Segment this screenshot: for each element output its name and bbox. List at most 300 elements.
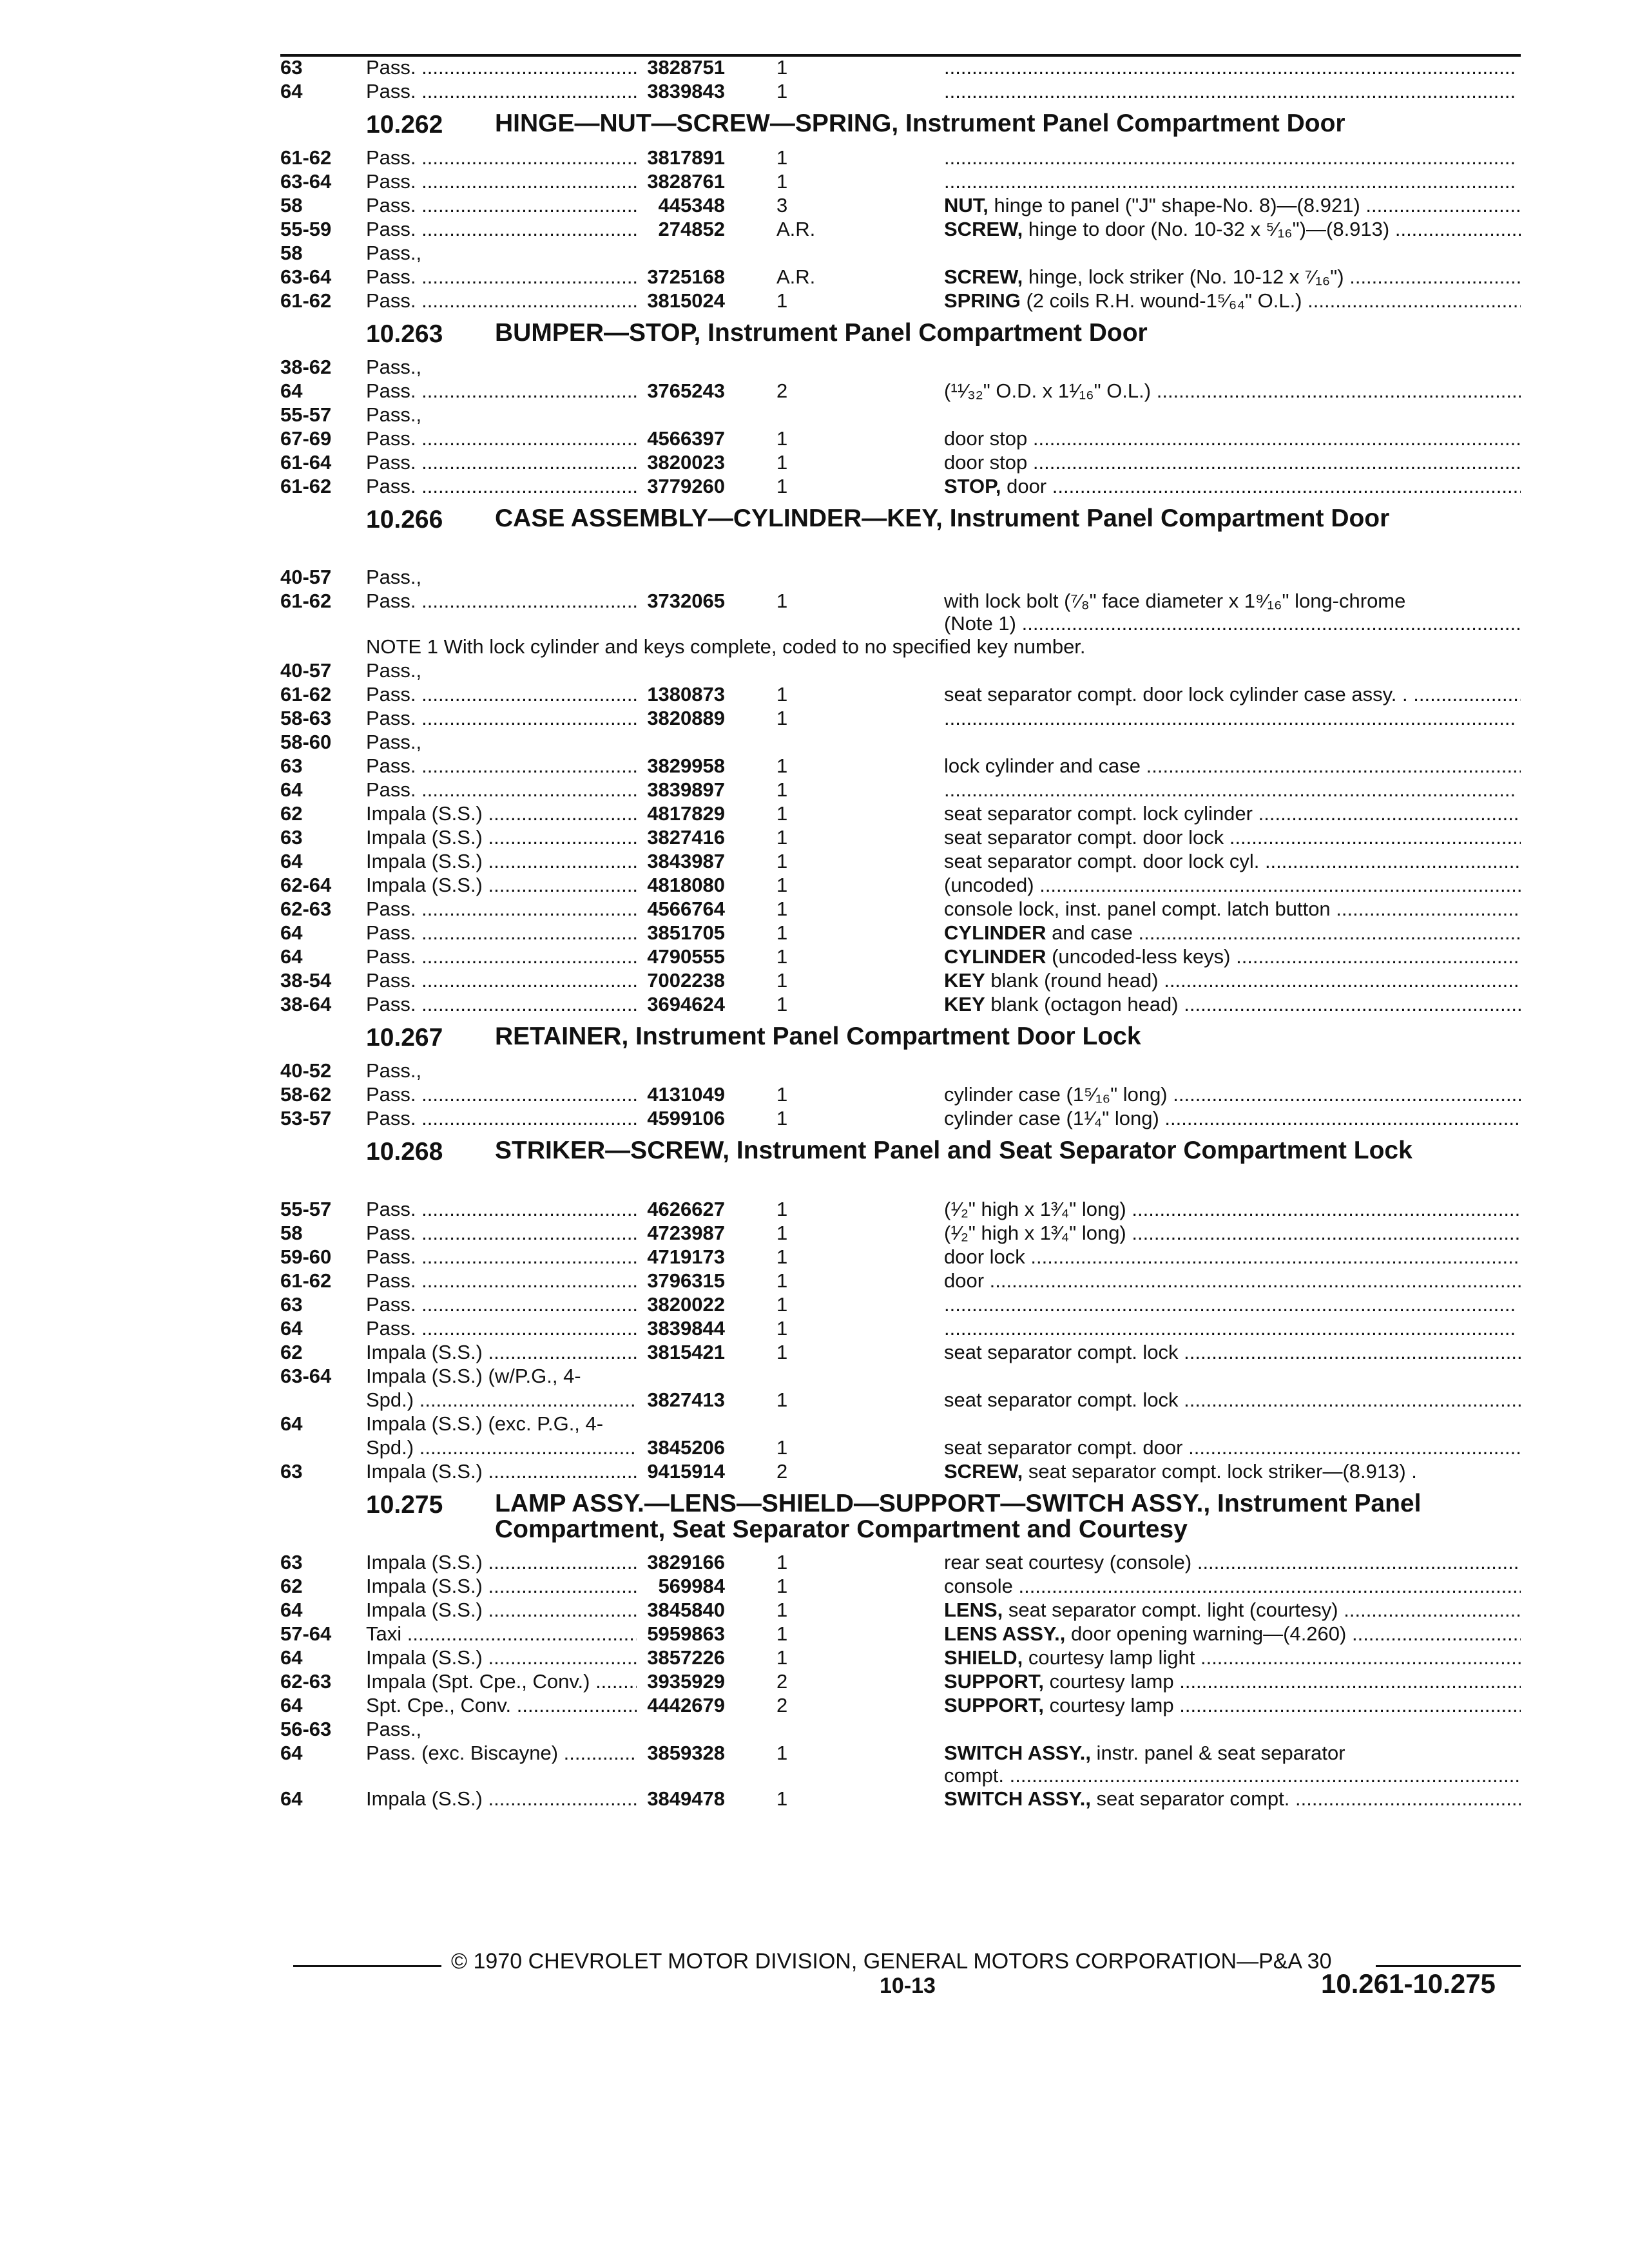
quantity: 3 xyxy=(776,194,788,216)
description-text: seat separator compt. door xyxy=(944,1436,1183,1459)
table-row xyxy=(280,1293,1521,1316)
section-number: 10.266 xyxy=(366,506,443,533)
description-text: instr. panel & seat separator xyxy=(1090,1742,1345,1764)
part-description xyxy=(944,945,1521,968)
description-text: seat separator compt. lock cylinder xyxy=(944,802,1253,825)
table-row xyxy=(280,682,1521,706)
description-text: (uncoded) xyxy=(944,874,1034,896)
model-name: Pass. ..... xyxy=(366,897,637,921)
table-row xyxy=(280,921,1521,945)
quantity: 1 xyxy=(776,802,788,825)
quantity: 1 xyxy=(776,170,788,193)
part-keyword: SCREW, xyxy=(944,265,1023,288)
part-number: 3845206 xyxy=(647,1436,725,1459)
part-description xyxy=(944,1574,1521,1598)
model-name: Impala (S.S.) ..... xyxy=(366,802,637,825)
model-year: 62 xyxy=(280,802,303,825)
table-row xyxy=(280,1550,1521,1574)
model-name: Impala (S.S.) ..... xyxy=(366,1550,637,1574)
model-year: 61-62 xyxy=(280,289,332,312)
part-description xyxy=(944,1082,1521,1106)
model-name: Pass. ..... xyxy=(366,193,637,217)
part-keyword: LENS ASSY., xyxy=(944,1622,1066,1645)
model-name: Pass. ..... xyxy=(366,589,637,613)
part-description xyxy=(944,1622,1521,1646)
table-row xyxy=(280,897,1521,921)
quantity: 1 xyxy=(776,993,788,1015)
part-description xyxy=(944,474,1521,498)
quantity: 1 xyxy=(776,427,788,450)
part-keyword: SCREW, xyxy=(944,218,1023,240)
part-description xyxy=(944,1388,1521,1412)
table-row xyxy=(280,55,1521,79)
model-year: 62 xyxy=(280,1341,303,1363)
table-row xyxy=(280,658,1521,682)
quantity: 1 xyxy=(776,1341,788,1363)
model-name: Pass. (exc. Biscayne) ..... xyxy=(366,1741,637,1765)
section-number: 10.268 xyxy=(366,1138,443,1166)
part-description xyxy=(944,589,1521,613)
quantity: 1 xyxy=(776,1646,788,1669)
description-text: seat separator compt. door lock cyl. xyxy=(944,850,1260,872)
model-name: Pass., xyxy=(366,403,422,426)
table-row xyxy=(280,1197,1521,1221)
model-year: 62-63 xyxy=(280,898,332,920)
part-number: 3827413 xyxy=(647,1389,725,1411)
description-text: hinge, lock striker (No. 10-12 x ⁷⁄₁₆") xyxy=(1023,265,1344,288)
quantity: 1 xyxy=(776,1787,788,1810)
part-number: 3694624 xyxy=(647,993,725,1015)
part-description xyxy=(944,1646,1521,1669)
model-name: Impala (S.S.) ..... xyxy=(366,1574,637,1598)
model-name: Pass., xyxy=(366,659,422,682)
model-year: 64 xyxy=(280,921,303,944)
part-keyword: KEY xyxy=(944,993,985,1015)
quantity: 1 xyxy=(776,1269,788,1292)
model-name: Spd.) ..... xyxy=(366,1388,637,1412)
table-row xyxy=(280,474,1521,498)
part-number: 3817891 xyxy=(647,146,725,169)
model-year: 55-57 xyxy=(280,403,332,426)
table-row xyxy=(280,1459,1521,1483)
quantity: 1 xyxy=(776,1293,788,1316)
part-description xyxy=(944,802,1521,825)
description-text: seat separator compt. xyxy=(1090,1787,1290,1810)
part-description xyxy=(944,217,1521,241)
table-row xyxy=(280,1787,1521,1811)
part-number: 3859328 xyxy=(647,1742,725,1764)
model-name: Pass. ..... xyxy=(366,1197,637,1221)
model-name: Pass., xyxy=(366,566,422,588)
model-name: Pass. ..... xyxy=(366,1269,637,1293)
description-text: (¹⁄₂" high x 1³⁄₄" long) xyxy=(944,1222,1126,1244)
description-text: door opening warning—(4.260) xyxy=(1065,1622,1347,1645)
footer-rule-right xyxy=(1376,1965,1521,1967)
part-description xyxy=(944,1741,1521,1765)
table-row xyxy=(280,1316,1521,1340)
description-text: door stop xyxy=(944,451,1028,474)
model-year: 64 xyxy=(280,850,303,872)
model-year: 64 xyxy=(280,1646,303,1669)
part-number: 569984 xyxy=(658,1575,725,1597)
model-year: 61-62 xyxy=(280,146,332,169)
model-year: 63 xyxy=(280,56,303,79)
description-text: courtesy lamp xyxy=(1044,1670,1174,1693)
part-description xyxy=(944,289,1521,312)
model-name: Impala (S.S.) ..... xyxy=(366,849,637,873)
part-number: 4719173 xyxy=(647,1245,725,1268)
part-number: 4599106 xyxy=(647,1107,725,1129)
part-description xyxy=(944,1787,1521,1811)
model-year: 64 xyxy=(280,380,303,402)
model-year: 63-64 xyxy=(280,265,332,288)
part-description xyxy=(944,265,1521,289)
table-row xyxy=(280,146,1521,169)
model-name: Impala (S.S.) (exc. P.G., 4- xyxy=(366,1412,604,1435)
model-name: Pass. ..... xyxy=(366,1293,637,1316)
model-year: 56-63 xyxy=(280,1718,332,1740)
description-text: with lock bolt (⁷⁄₈" face diameter x 1⁹⁄₁₆" long-chrome xyxy=(944,590,1406,612)
model-name: Impala (S.S.) ..... xyxy=(366,1598,637,1622)
part-description xyxy=(944,1340,1521,1364)
table-row xyxy=(280,706,1521,730)
part-number: 3779260 xyxy=(647,475,725,497)
part-description xyxy=(944,427,1521,450)
table-row xyxy=(280,968,1521,992)
part-number: 1380873 xyxy=(647,683,725,706)
model-year: 62 xyxy=(280,1575,303,1597)
page-number: 10-13 xyxy=(880,1974,936,1998)
model-year: 40-57 xyxy=(280,659,332,682)
table-row xyxy=(280,265,1521,289)
table-row xyxy=(280,79,1521,103)
quantity: 1 xyxy=(776,826,788,849)
quantity: 1 xyxy=(776,1198,788,1220)
description-text: rear seat courtesy (console) xyxy=(944,1551,1192,1573)
part-number: 3935929 xyxy=(647,1670,725,1693)
part-number: 3839897 xyxy=(647,778,725,801)
table-row xyxy=(280,849,1521,873)
model-name: Impala (S.S.) ..... xyxy=(366,873,637,897)
part-description xyxy=(944,1765,1521,1787)
quantity: 1 xyxy=(776,1317,788,1340)
footer-copyright: © 1970 CHEVROLET MOTOR DIVISION, GENERAL MOTORS CORPORATION—P&A 30 xyxy=(451,1949,1332,1974)
quantity: 1 xyxy=(776,1742,788,1764)
part-description xyxy=(944,1669,1521,1693)
part-number: 274852 xyxy=(658,218,725,240)
model-year: 61-62 xyxy=(280,475,332,497)
model-year: 58 xyxy=(280,242,303,264)
part-number: 3815024 xyxy=(647,289,725,312)
description-text: courtesy lamp xyxy=(1044,1694,1174,1716)
part-description xyxy=(944,849,1521,873)
part-keyword: CYLINDER xyxy=(944,921,1046,944)
quantity: A.R. xyxy=(776,218,816,240)
table-row xyxy=(280,241,1521,265)
part-number: 7002238 xyxy=(647,969,725,992)
part-number: 4442679 xyxy=(647,1694,725,1716)
table-row xyxy=(280,379,1521,403)
part-description xyxy=(944,873,1521,897)
table-row xyxy=(280,778,1521,802)
table-row xyxy=(280,730,1521,754)
model-year: 38-62 xyxy=(280,356,332,378)
quantity: 1 xyxy=(776,778,788,801)
section-title: CASE ASSEMBLY—CYLINDER—KEY, Instrument Panel Compartment Door xyxy=(495,505,1390,532)
model-name: Pass. ..... xyxy=(366,427,637,450)
model-year: 63 xyxy=(280,754,303,777)
model-name: Pass. ..... xyxy=(366,1082,637,1106)
table-row xyxy=(280,1245,1521,1269)
model-name: Impala (S.S.) (w/P.G., 4- xyxy=(366,1365,581,1387)
part-description xyxy=(944,55,1521,79)
model-name: Pass. ..... xyxy=(366,217,637,241)
part-description xyxy=(944,613,1521,635)
quantity: 1 xyxy=(776,1389,788,1411)
part-number: 3820022 xyxy=(647,1293,725,1316)
part-number: 3845840 xyxy=(647,1599,725,1621)
part-keyword: LENS, xyxy=(944,1599,1003,1621)
section-title: BUMPER—STOP, Instrument Panel Compartment Door xyxy=(495,319,1148,347)
model-name: Taxi ..... xyxy=(366,1622,637,1646)
section-heading xyxy=(280,1130,1521,1197)
table-row xyxy=(280,613,1521,635)
quantity: 1 xyxy=(776,146,788,169)
model-year: 58-62 xyxy=(280,1083,332,1106)
part-number: 3820889 xyxy=(647,707,725,729)
model-name: Pass. ..... xyxy=(366,706,637,730)
model-year: 40-52 xyxy=(280,1059,332,1082)
part-number: 4131049 xyxy=(647,1083,725,1106)
quantity: 2 xyxy=(776,1694,788,1716)
quantity: 1 xyxy=(776,1622,788,1645)
table-row xyxy=(280,1082,1521,1106)
part-description xyxy=(944,450,1521,474)
model-year: 58-63 xyxy=(280,707,332,729)
model-name: Pass. ..... xyxy=(366,1221,637,1245)
model-name: Pass. ..... xyxy=(366,945,637,968)
model-year: 38-54 xyxy=(280,969,332,992)
table-row xyxy=(280,1622,1521,1646)
description-text: cylinder case (1⁵⁄₁₆" long) xyxy=(944,1083,1168,1106)
part-number: 3796315 xyxy=(647,1269,725,1292)
description-text: seat separator compt. lock xyxy=(944,1389,1179,1411)
section-title: HINGE—NUT—SCREW—SPRING, Instrument Panel Compartment Door xyxy=(495,110,1345,137)
part-number: 4626627 xyxy=(647,1198,725,1220)
description-text: (Note 1) xyxy=(944,613,1016,635)
part-description xyxy=(944,921,1521,945)
part-number: 3843987 xyxy=(647,850,725,872)
model-name: Pass. ..... xyxy=(366,682,637,706)
part-description xyxy=(944,146,1521,169)
part-keyword: KEY xyxy=(944,969,985,992)
model-year: 59-60 xyxy=(280,1245,332,1268)
model-year: 63 xyxy=(280,826,303,849)
model-name: Pass. ..... xyxy=(366,992,637,1016)
parts-catalog-page xyxy=(280,55,1521,1811)
table-row xyxy=(280,825,1521,849)
part-description xyxy=(944,1197,1521,1221)
table-row xyxy=(280,193,1521,217)
model-name: Pass., xyxy=(366,356,422,378)
quantity: 1 xyxy=(776,1436,788,1459)
model-name: Spd.) ..... xyxy=(366,1436,637,1459)
quantity: 1 xyxy=(776,1599,788,1621)
section-title: LAMP ASSY.—LENS—SHIELD—SUPPORT—SWITCH ASSY., Instrument Panel Compartment, Seat Separator Compartment and Courtesy xyxy=(495,1490,1422,1543)
quantity: A.R. xyxy=(776,265,816,288)
description-text: (2 coils R.H. wound-1⁵⁄₆₄" O.L.) xyxy=(1020,289,1302,312)
section-heading xyxy=(280,1483,1521,1550)
table-row xyxy=(280,1669,1521,1693)
part-keyword: SPRING xyxy=(944,289,1021,312)
table-row xyxy=(280,992,1521,1016)
part-number: 4818080 xyxy=(647,874,725,896)
section-number: 10.263 xyxy=(366,320,443,348)
model-year: 63 xyxy=(280,1460,303,1483)
section-number: 10.275 xyxy=(366,1491,443,1519)
part-number: 3829166 xyxy=(647,1551,725,1573)
table-row xyxy=(280,1741,1521,1765)
model-year: 55-57 xyxy=(280,1198,332,1220)
section-number: 10.262 xyxy=(366,111,443,139)
part-number: 9415914 xyxy=(647,1460,725,1483)
part-keyword: STOP, xyxy=(944,475,1001,497)
model-name: Impala (S.S.) ..... xyxy=(366,1787,637,1811)
model-year: 63-64 xyxy=(280,170,332,193)
table-row xyxy=(280,1388,1521,1412)
section-title: STRIKER—SCREW, Instrument Panel and Seat Separator Compartment Lock xyxy=(495,1137,1412,1164)
section-heading xyxy=(280,103,1521,146)
model-year: 64 xyxy=(280,1742,303,1764)
part-number: 4817829 xyxy=(647,802,725,825)
part-description xyxy=(944,682,1521,706)
description-text: courtesy lamp light xyxy=(1023,1646,1195,1669)
part-number: 3851705 xyxy=(647,921,725,944)
model-name: Pass. ..... xyxy=(366,289,637,312)
description-text: blank (octagon head) xyxy=(985,993,1179,1015)
model-name: Impala (S.S.) ..... xyxy=(366,1459,637,1483)
model-year: 64 xyxy=(280,1787,303,1810)
table-row xyxy=(280,945,1521,968)
table-row xyxy=(280,802,1521,825)
part-number: 4566397 xyxy=(647,427,725,450)
model-year: 61-62 xyxy=(280,1269,332,1292)
table-row xyxy=(280,403,1521,427)
part-description xyxy=(944,1316,1521,1340)
model-year: 64 xyxy=(280,945,303,968)
part-description xyxy=(944,379,1521,403)
table-row xyxy=(280,1269,1521,1293)
table-row xyxy=(280,1436,1521,1459)
description-text: and case xyxy=(1046,921,1133,944)
model-name: Pass. ..... xyxy=(366,79,637,103)
table-row xyxy=(280,1717,1521,1741)
description-text: seat separator compt. door lock cylinder case assy. . xyxy=(944,683,1408,706)
model-name: Pass. ..... xyxy=(366,1245,637,1269)
model-year: 58 xyxy=(280,194,303,216)
quantity: 1 xyxy=(776,590,788,612)
description-text: (¹⁄₂" high x 1³⁄₄" long) xyxy=(944,1198,1126,1220)
model-name: Pass. ..... xyxy=(366,754,637,778)
quantity: 1 xyxy=(776,945,788,968)
table-row xyxy=(280,1598,1521,1622)
part-description xyxy=(944,1436,1521,1459)
model-year: 61-62 xyxy=(280,683,332,706)
model-name: Pass. ..... xyxy=(366,265,637,289)
part-description xyxy=(944,1221,1521,1245)
model-name: Pass. ..... xyxy=(366,55,637,79)
model-name: Pass. ..... xyxy=(366,968,637,992)
part-description xyxy=(944,79,1521,103)
description-text: seat separator compt. door lock xyxy=(944,826,1224,849)
part-number: 3839843 xyxy=(647,80,725,102)
footer-rule-left xyxy=(293,1965,441,1967)
model-name: Pass. ..... xyxy=(366,146,637,169)
part-description xyxy=(944,1106,1521,1130)
table-row xyxy=(280,1059,1521,1082)
part-description xyxy=(944,1269,1521,1293)
model-year: 40-57 xyxy=(280,566,332,588)
description-text: door stop xyxy=(944,427,1028,450)
description-text: blank (round head) xyxy=(985,969,1159,992)
part-description xyxy=(944,992,1521,1016)
table-row xyxy=(280,1693,1521,1717)
model-year: 61-64 xyxy=(280,451,332,474)
part-number: 4723987 xyxy=(647,1222,725,1244)
quantity: 1 xyxy=(776,56,788,79)
part-description xyxy=(944,1693,1521,1717)
table-row xyxy=(280,289,1521,312)
table-row xyxy=(280,1412,1521,1436)
description-text: hinge to door (No. 10-32 x ⁵⁄₁₆")—(8.913) xyxy=(1023,218,1390,240)
part-description xyxy=(944,169,1521,193)
model-name: Impala (S.S.) ..... xyxy=(366,1340,637,1364)
section-range: 10.261-10.275 xyxy=(1321,1968,1496,1999)
description-text: (uncoded-less keys) xyxy=(1046,945,1231,968)
part-description xyxy=(944,897,1521,921)
quantity: 1 xyxy=(776,1551,788,1573)
section-title: RETAINER, Instrument Panel Compartment Door Lock xyxy=(495,1023,1141,1050)
model-name: Pass. ..... xyxy=(366,1106,637,1130)
part-description xyxy=(944,754,1521,778)
model-year: 64 xyxy=(280,1599,303,1621)
description-text: hinge to panel ("J" shape-No. 8)—(8.921) xyxy=(988,194,1360,216)
description-text: lock cylinder and case xyxy=(944,754,1141,777)
table-row xyxy=(280,1221,1521,1245)
part-number: 3815421 xyxy=(647,1341,725,1363)
table-row xyxy=(280,1106,1521,1130)
part-number: 3765243 xyxy=(647,380,725,402)
quantity: 1 xyxy=(776,874,788,896)
description-text: console lock, inst. panel compt. latch button xyxy=(944,898,1331,920)
section-heading xyxy=(280,1016,1521,1059)
table-row xyxy=(280,355,1521,379)
table-row xyxy=(280,450,1521,474)
part-keyword: NUT, xyxy=(944,194,988,216)
part-description xyxy=(944,1598,1521,1622)
part-number: 4790555 xyxy=(647,945,725,968)
part-keyword: SWITCH ASSY., xyxy=(944,1787,1091,1810)
model-year: 64 xyxy=(280,1412,303,1435)
quantity: 1 xyxy=(776,1575,788,1597)
model-year: 53-57 xyxy=(280,1107,332,1129)
table-row xyxy=(280,1765,1521,1787)
model-name: Spt. Cpe., Conv. ..... xyxy=(366,1693,637,1717)
model-name: Pass. ..... xyxy=(366,169,637,193)
table-row xyxy=(280,589,1521,613)
quantity: 2 xyxy=(776,380,788,402)
quantity: 1 xyxy=(776,289,788,312)
